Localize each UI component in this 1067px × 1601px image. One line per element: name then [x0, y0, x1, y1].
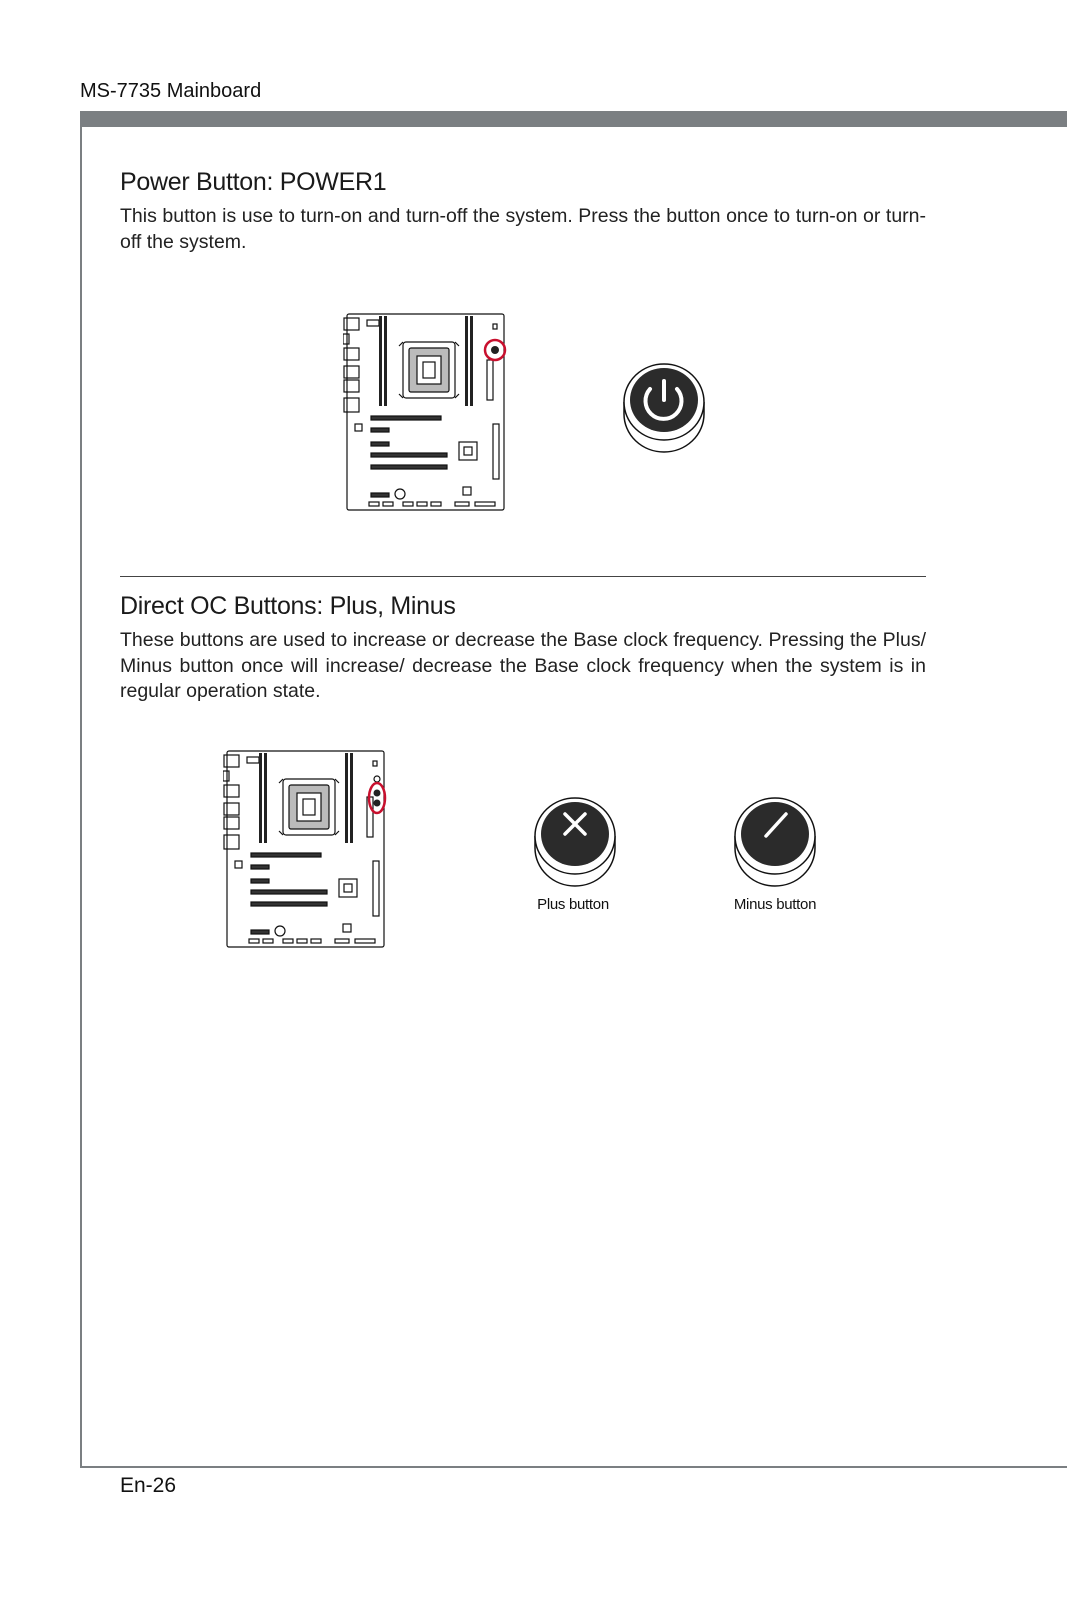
minus-button-illustration — [733, 796, 817, 888]
header-bar — [80, 111, 1067, 127]
power-button-illustration — [622, 362, 706, 454]
page-number: En-26 — [120, 1474, 177, 1497]
footer-rule — [80, 1466, 1067, 1468]
oc-section-body: These buttons are used to increase or decrease the Base clock frequency. Pressing the Plus/ Minus button once will increase/ decrease the Base clock frequency when the system is in regular operation state. — [120, 629, 926, 702]
section-divider — [120, 576, 926, 577]
left-margin-rule — [80, 111, 82, 1468]
plus-button-illustration — [533, 796, 617, 888]
motherboard-diagram-oc — [223, 749, 387, 949]
oc-section-heading: Direct OC Buttons: Plus, Minus — [120, 592, 456, 620]
plus-button-label: Plus button — [537, 896, 609, 913]
power-section-body: This button is use to turn-on and turn-off the system. Press the button once to turn-on or turn-off the system. — [120, 205, 926, 253]
minus-button-label: Minus button — [733, 896, 817, 913]
motherboard-diagram-power — [343, 312, 507, 512]
power-section-heading: Power Button: POWER1 — [120, 168, 387, 196]
running-header: MS-7735 Mainboard — [80, 80, 262, 102]
